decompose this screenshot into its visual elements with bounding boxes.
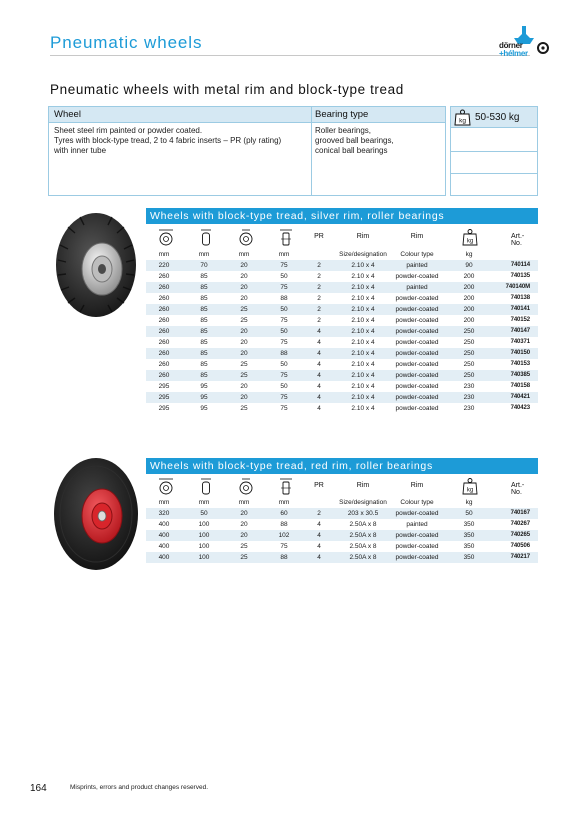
table-cell: 2.10 x 4 [351, 394, 375, 401]
table-cell: 20 [240, 339, 248, 346]
table-cell: 400 [158, 532, 170, 539]
table-title-bar: Wheels with block-type tread, red rim, roller bearings [146, 458, 538, 474]
table-cell: powder-coated [395, 394, 439, 401]
unit-cell: kg [465, 251, 473, 258]
table-cell: 4 [317, 328, 321, 335]
unit-cell: Size/designation [339, 499, 387, 506]
title-divider [50, 55, 530, 56]
table-cell: 95 [200, 383, 208, 390]
table-cell: powder-coated [395, 328, 439, 335]
table-cell: 25 [240, 554, 248, 561]
table-cell: 2.10 x 4 [351, 295, 375, 302]
pr-header: PR [314, 482, 324, 489]
table-cell: 250 [463, 372, 475, 379]
table-cell: 75 [280, 372, 288, 379]
kg-weight-icon [462, 228, 478, 246]
silver-rim-wheel-image [50, 205, 142, 325]
table-cell: 4 [317, 361, 321, 368]
article-number: 740140M [505, 284, 530, 290]
kg-weight-icon [454, 109, 471, 126]
table-cell: 4 [317, 350, 321, 357]
table-title-bar: Wheels with block-type tread, silver rim, roller bearings [146, 208, 538, 224]
table-row [146, 326, 538, 337]
table-cell: 250 [463, 339, 475, 346]
table-cell: 2.10 x 4 [351, 328, 375, 335]
spec-header [49, 107, 445, 123]
table-cell: 20 [240, 394, 248, 401]
table-cell: 350 [463, 532, 475, 539]
table-cell: 100 [198, 543, 210, 550]
table-cell: 95 [200, 394, 208, 401]
table-row [146, 282, 538, 293]
table-cell: 100 [198, 554, 210, 561]
table-cell: 50 [280, 306, 288, 313]
table-cell: 4 [317, 339, 321, 346]
table-row [146, 403, 538, 414]
logo-wordmark [499, 42, 528, 58]
load-row-divider [451, 151, 537, 152]
article-number: 740152 [510, 317, 530, 323]
table-cell: 20 [240, 273, 248, 280]
table-cell: 20 [240, 532, 248, 539]
table-cell: 350 [463, 554, 475, 561]
unit-cell: Colour type [400, 251, 434, 258]
table-cell: 2 [317, 284, 321, 291]
table-cell: 85 [200, 273, 208, 280]
table-cell: 75 [280, 394, 288, 401]
article-number: 740217 [510, 554, 530, 560]
bearing-line: grooved ball bearings, [315, 136, 394, 145]
table-cell: 200 [463, 295, 475, 302]
table-cell: 50 [280, 361, 288, 368]
article-number: 740265 [510, 532, 530, 538]
page-number: 164 [30, 783, 47, 794]
table-cell: 350 [463, 543, 475, 550]
table-cell: 200 [463, 306, 475, 313]
table-cell: powder-coated [395, 532, 439, 539]
svg-text:kg: kg [459, 117, 466, 125]
unit-cell: kg [465, 499, 473, 506]
table-cell: 50 [200, 510, 208, 517]
table-cell: 4 [317, 405, 321, 412]
table-cell: 295 [158, 383, 170, 390]
table-cell: 50 [280, 328, 288, 335]
table-cell: powder-coated [395, 317, 439, 324]
table-cell: 260 [158, 328, 170, 335]
table-cell: 102 [278, 532, 290, 539]
page-title: Pneumatic wheels [50, 33, 203, 52]
table-cell: 20 [240, 521, 248, 528]
art-no-header: Art.-No. [511, 233, 525, 247]
table-row [146, 392, 538, 403]
table-row [146, 315, 538, 326]
table-cell: 260 [158, 361, 170, 368]
table-row [146, 271, 538, 282]
table-cell: powder-coated [395, 295, 439, 302]
red-rim-wheel-image [50, 452, 142, 576]
table-cell: painted [406, 262, 428, 269]
table-cell: 4 [317, 521, 321, 528]
table-cell: 20 [240, 383, 248, 390]
table-cell: 230 [463, 383, 475, 390]
table-row [146, 541, 538, 552]
table-cell: 260 [158, 284, 170, 291]
table-cell: 200 [463, 317, 475, 324]
table-cell: powder-coated [395, 554, 439, 561]
table-cell: 230 [463, 405, 475, 412]
table-cell: 2 [317, 262, 321, 269]
tyre-width-icon [198, 477, 214, 495]
section-title: Pneumatic wheels with metal rim and block-type tread [50, 82, 404, 97]
table-cell: 85 [200, 317, 208, 324]
article-number: 740150 [510, 350, 530, 356]
wheel-line: Sheet steel rim painted or powder coated. [54, 126, 203, 135]
table-cell: powder-coated [395, 350, 439, 357]
table-cell: 2 [317, 295, 321, 302]
table-cell: powder-coated [395, 510, 439, 517]
column-icon-row [146, 475, 538, 497]
table-row [146, 337, 538, 348]
table-cell: 260 [158, 306, 170, 313]
table-cell: 2.10 x 4 [351, 262, 375, 269]
table-cell: 75 [280, 339, 288, 346]
unit-cell: mm [198, 499, 210, 506]
article-number: 740371 [510, 339, 530, 345]
table-cell: 203 x 30.5 [347, 510, 379, 517]
table-cell: 2.10 x 4 [351, 383, 375, 390]
article-number: 740267 [510, 521, 530, 527]
unit-cell: Colour type [400, 499, 434, 506]
table-cell: 85 [200, 328, 208, 335]
table-cell: 260 [158, 350, 170, 357]
table-cell: 75 [280, 405, 288, 412]
bearing-heading: Bearing type [315, 109, 369, 120]
table-cell: 85 [200, 372, 208, 379]
table-cell: 4 [317, 532, 321, 539]
kg-weight-icon [462, 477, 478, 495]
table-cell: 90 [465, 262, 473, 269]
column-icon-row [146, 226, 538, 248]
logo-line1: dörner [499, 41, 523, 50]
rim-size-header: Rim [356, 482, 370, 489]
table-cell: 20 [240, 510, 248, 517]
hub-bore-icon [238, 477, 254, 495]
svg-text:kg: kg [466, 238, 474, 245]
table-cell: 100 [198, 521, 210, 528]
table-cell: 320 [158, 510, 170, 517]
table-cell: 85 [200, 306, 208, 313]
wheel-diameter-icon [158, 477, 174, 495]
table-cell: 50 [280, 273, 288, 280]
table-row [146, 381, 538, 392]
table-cell: 4 [317, 372, 321, 379]
table-cell: 95 [200, 405, 208, 412]
table-cell: 50 [280, 383, 288, 390]
table-cell: 250 [463, 350, 475, 357]
table-row [146, 359, 538, 370]
table-cell: 260 [158, 317, 170, 324]
wheel-diameter-icon [158, 228, 174, 246]
table-cell: 2.10 x 4 [351, 273, 375, 280]
table-cell: 4 [317, 554, 321, 561]
wheel-line: with inner tube [54, 146, 107, 155]
table-cell: 25 [240, 372, 248, 379]
table-row [146, 552, 538, 563]
rim-colour-header: Rim [410, 233, 424, 240]
table-cell: 75 [280, 317, 288, 324]
table-cell: 20 [240, 262, 248, 269]
load-row-divider [451, 173, 537, 174]
table-cell: 20 [240, 350, 248, 357]
table-cell: 88 [280, 554, 288, 561]
article-number: 740158 [510, 383, 530, 389]
wheel-line: Tyres with block-type tread, 2 to 4 fabric inserts – PR (ply rating) [54, 136, 282, 145]
table-cell: 25 [240, 317, 248, 324]
article-number: 740423 [510, 405, 530, 411]
wheel-description [54, 126, 281, 156]
table-cell: 75 [280, 543, 288, 550]
article-number: 740153 [510, 361, 530, 367]
table-cell: 260 [158, 339, 170, 346]
units-row [146, 497, 538, 508]
table-cell: 400 [158, 543, 170, 550]
footer-disclaimer: Misprints, errors and product changes reserved. [70, 784, 209, 791]
table-cell: 260 [158, 372, 170, 379]
table-cell: 20 [240, 328, 248, 335]
table-cell: 70 [200, 262, 208, 269]
table-cell: 20 [240, 284, 248, 291]
table-cell: 2.10 x 4 [351, 350, 375, 357]
rim-size-header: Rim [356, 233, 370, 240]
table-cell: 2 [317, 306, 321, 313]
table-cell: 2.10 x 4 [351, 317, 375, 324]
unit-cell: mm [238, 499, 250, 506]
table-cell: 85 [200, 361, 208, 368]
table-cell: painted [406, 521, 428, 528]
article-number: 740167 [510, 510, 530, 516]
table-cell: painted [406, 284, 428, 291]
table-cell: 2.10 x 4 [351, 306, 375, 313]
table-cell: 2.50A x 8 [349, 521, 377, 528]
table-cell: 4 [317, 383, 321, 390]
svg-text:kg: kg [466, 487, 474, 494]
table-cell: 75 [280, 262, 288, 269]
table-cell: 2.10 x 4 [351, 339, 375, 346]
table-row [146, 519, 538, 530]
table-cell: powder-coated [395, 306, 439, 313]
article-number: 740114 [510, 262, 530, 268]
table-cell: 25 [240, 543, 248, 550]
spec-column-divider [311, 107, 312, 195]
table-cell: 75 [280, 284, 288, 291]
unit-cell: mm [158, 251, 170, 258]
table-cell: 2 [317, 317, 321, 324]
article-number: 740135 [510, 273, 530, 279]
article-number: 740147 [510, 328, 530, 334]
hub-bore-icon [238, 228, 254, 246]
load-capacity-box [450, 106, 538, 196]
table-cell: 88 [280, 521, 288, 528]
tyre-width-icon [198, 228, 214, 246]
unit-cell: mm [278, 251, 290, 258]
bearing-line: Roller bearings, [315, 126, 372, 135]
table-cell: 295 [158, 394, 170, 401]
table-cell: 88 [280, 295, 288, 302]
table-cell: 2 [317, 273, 321, 280]
table-cell: 85 [200, 339, 208, 346]
table-cell: 2.50A x 8 [349, 543, 377, 550]
table-cell: 350 [463, 521, 475, 528]
table-cell: 2.50A x 8 [349, 554, 377, 561]
table-cell: 20 [240, 295, 248, 302]
table-cell: 85 [200, 350, 208, 357]
table-row [146, 348, 538, 359]
table-cell: powder-coated [395, 339, 439, 346]
table-cell: 25 [240, 361, 248, 368]
article-number: 740421 [510, 394, 530, 400]
spec-box [48, 106, 446, 196]
table-cell: powder-coated [395, 273, 439, 280]
table-row [146, 304, 538, 315]
table-cell: 295 [158, 405, 170, 412]
table-cell: 50 [465, 510, 473, 517]
article-number: 740141 [510, 306, 530, 312]
table-cell: 200 [463, 273, 475, 280]
logo-line2: +hélmer [499, 49, 528, 58]
table-row [146, 260, 538, 271]
table-cell: 88 [280, 350, 288, 357]
table-cell: 230 [463, 394, 475, 401]
table-cell: 220 [158, 262, 170, 269]
table-cell: 200 [463, 284, 475, 291]
article-number: 740385 [510, 372, 530, 378]
table-cell: 60 [280, 510, 288, 517]
table-cell: 85 [200, 295, 208, 302]
table-cell: 250 [463, 328, 475, 335]
table-cell: 2.10 x 4 [351, 405, 375, 412]
table-cell: 2 [317, 510, 321, 517]
table-cell: powder-coated [395, 383, 439, 390]
table-cell: 100 [198, 532, 210, 539]
bearing-description [315, 126, 394, 156]
table-cell: 25 [240, 306, 248, 313]
hub-length-icon [278, 477, 294, 495]
table-cell: 25 [240, 405, 248, 412]
hub-length-icon [278, 228, 294, 246]
table-cell: powder-coated [395, 405, 439, 412]
art-no-header: Art.-No. [511, 482, 525, 496]
table-row [146, 508, 538, 519]
table-cell: 2.10 x 4 [351, 372, 375, 379]
table-row [146, 370, 538, 381]
table-cell: 2.10 x 4 [351, 284, 375, 291]
table-cell: 4 [317, 543, 321, 550]
table-cell: 85 [200, 284, 208, 291]
units-row [146, 249, 538, 260]
table-cell: 400 [158, 521, 170, 528]
table-row [146, 530, 538, 541]
unit-cell: mm [238, 251, 250, 258]
table-cell: 260 [158, 295, 170, 302]
article-number: 740138 [510, 295, 530, 301]
table-cell: powder-coated [395, 372, 439, 379]
article-number: 740506 [510, 543, 530, 549]
table-row [146, 293, 538, 304]
unit-cell: mm [198, 251, 210, 258]
table-cell: 260 [158, 273, 170, 280]
unit-cell: Size/designation [339, 251, 387, 258]
table-cell: 400 [158, 554, 170, 561]
table-cell: 2.10 x 4 [351, 361, 375, 368]
load-range: 50-530 kg [475, 112, 520, 123]
bearing-line: conical ball bearings [315, 146, 388, 155]
table-cell: 2.50A x 8 [349, 532, 377, 539]
table-cell: 250 [463, 361, 475, 368]
unit-cell: mm [278, 499, 290, 506]
table-cell: powder-coated [395, 543, 439, 550]
table-cell: 4 [317, 394, 321, 401]
pr-header: PR [314, 233, 324, 240]
rim-colour-header: Rim [410, 482, 424, 489]
table-cell: powder-coated [395, 361, 439, 368]
unit-cell: mm [158, 499, 170, 506]
wheel-heading: Wheel [54, 109, 81, 120]
